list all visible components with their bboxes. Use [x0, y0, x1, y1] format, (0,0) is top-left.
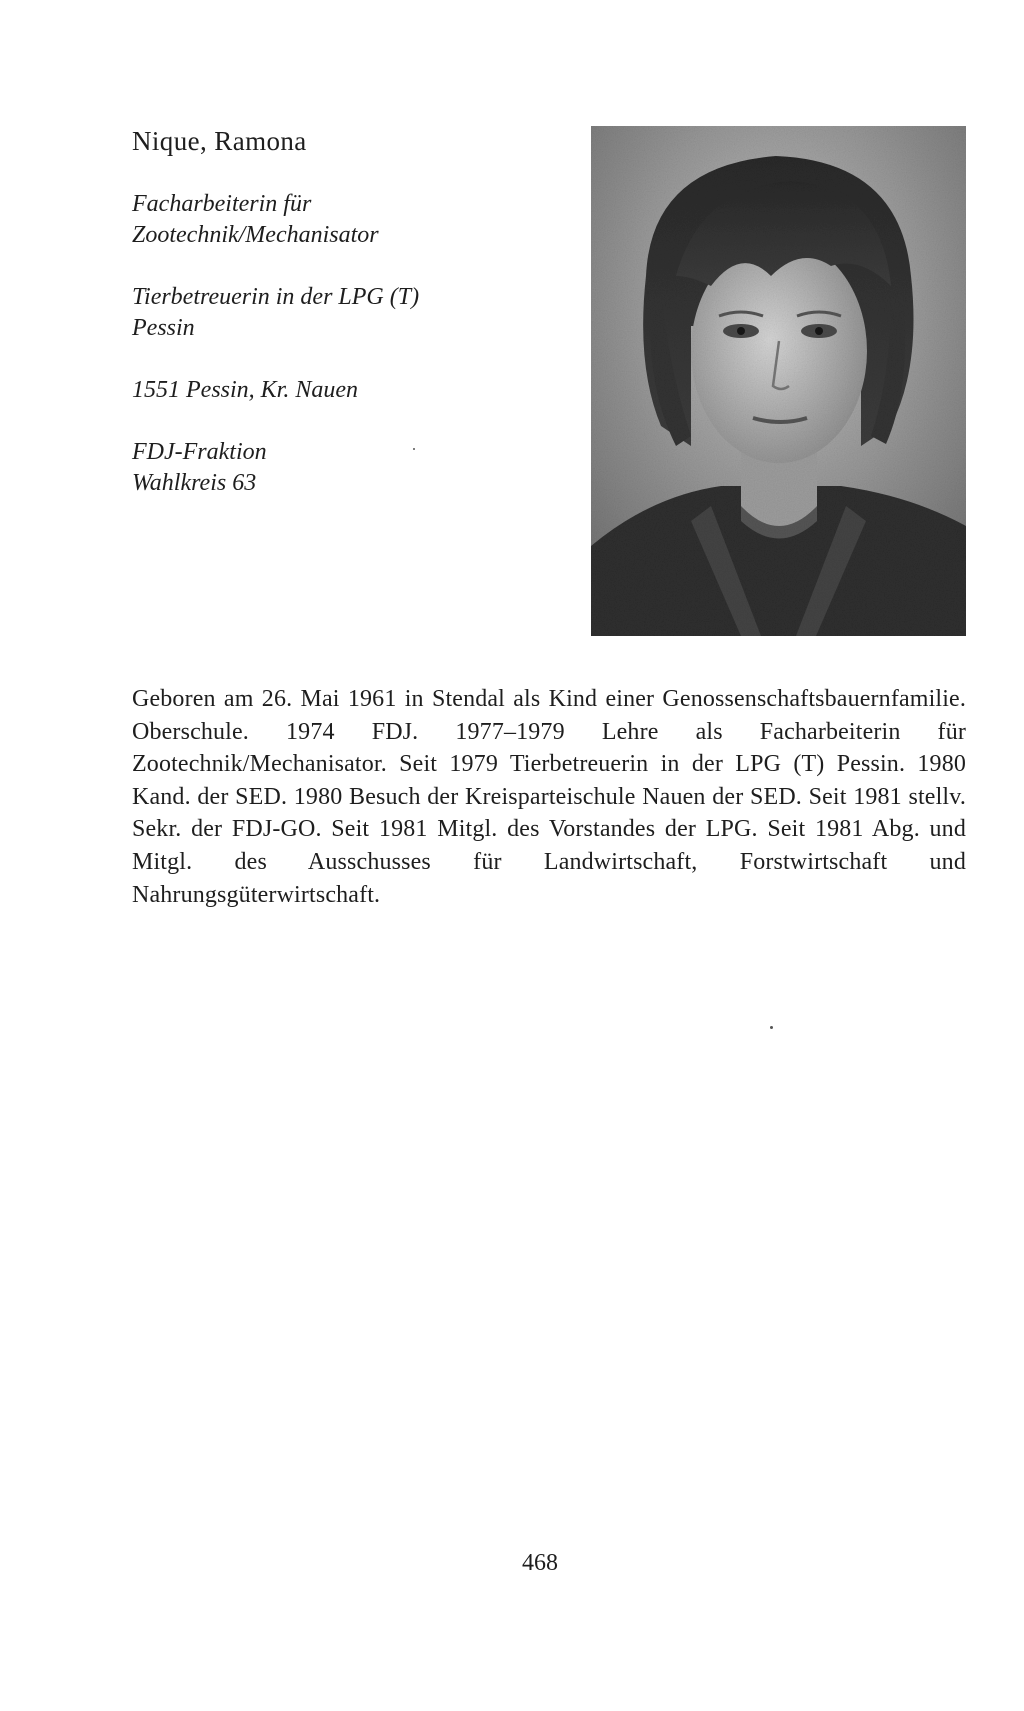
scan-speck	[770, 1026, 773, 1029]
address-line: 1551 Pessin, Kr. Nauen	[132, 377, 359, 403]
portrait-photo	[591, 126, 966, 636]
person-name: Nique, Ramona	[132, 126, 307, 156]
page-number: 468	[522, 1550, 558, 1576]
position-line: Tierbetreuerin in der LPG (T)	[132, 284, 420, 310]
biography-text: Geboren am 26. Mai 1961 in Stendal als Kind einer Genossenschaftsbauernfamilie. Oberschule. 1974 FDJ. 1977–1979 Lehre als Facharbeiterin für Zootechnik/Mechanisator. Seit 1979 Tierbetreuerin in der LPG (T) Pessin. 1980 Kand. der SED. 1980 Besuch der Kreisparteischule Nauen der SED. Seit 1981 stellv. Sekr. der FDJ-GO. Seit 1981 Mitgl. des Vorstandes der LPG. Seit 1981 Abg. und Mitgl. des Ausschusses für Landwirtschaft, Forstwirtschaft und Nahrungsgüterwirtschaft.	[132, 686, 966, 908]
profile-details	[132, 189, 572, 530]
qualification-block	[132, 189, 572, 251]
qualification-line: Facharbeiterin für	[132, 191, 312, 217]
address-block	[132, 375, 572, 406]
position-block	[132, 282, 572, 344]
position-line: Pessin	[132, 315, 195, 341]
scan-speck	[413, 448, 415, 450]
faction-line: FDJ-Fraktion	[132, 439, 267, 465]
faction-block	[132, 437, 572, 499]
constituency-line: Wahlkreis 63	[132, 470, 257, 496]
qualification-line: Zootechnik/Mechanisator	[132, 222, 379, 248]
